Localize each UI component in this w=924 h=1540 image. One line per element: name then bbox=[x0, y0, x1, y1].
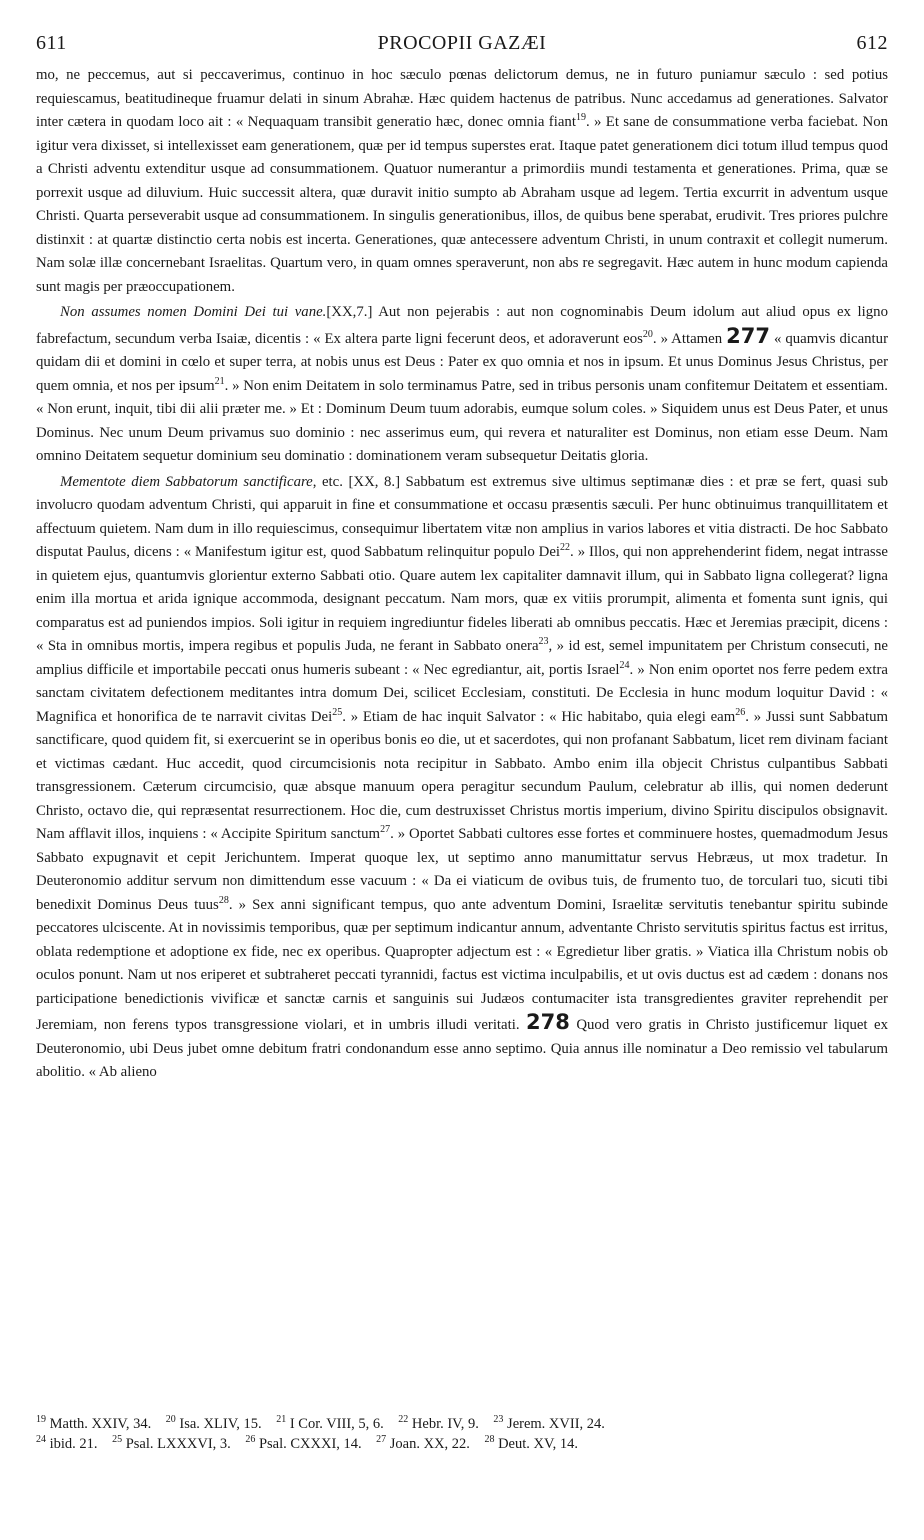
page-number-left: 611 bbox=[36, 32, 67, 54]
running-header bbox=[36, 32, 888, 60]
text-run: « quamvis dicantur quidam dii et domini in cœlo et super terra, at nobis unus est Deus : Pater ex quo omnia et nos in ipsum. Et unus Dominus Jesus Christus, per quem omnia, et nos per ipsum bbox=[36, 330, 888, 394]
footnote-number: 27 bbox=[376, 1434, 387, 1446]
text-run: . » Et sane de consummatione verba faciebat. Non igitur vera dixisset, si intellexisset eam generationem, quæ per id tempus superstes erat. Itaque patet generationem dici totum illud tempus quod a Christi adventu extenditur usque ad consummationem. Quatuor numerantur a primordiis mundi testamenta et generationes. Prima, quæ se porrexit usque ad diluvium. Huic successit altera, quæ duravit initio sumpto ab Abraham usque ad legem. Tertia excurrit in adventum usque Christi. Quarta perseverabit usque ad consummationem. In singulis generationibus, illos, de quibus bene sperabat, erudivit. Tres priores pulchre distinxit : at quartæ distinctio certa nobis est incerta. Generationes, quæ antecessere adventum Christi, in unum contraxit et collegit numerum. Nam solæ illæ concernebant Israelitas. Quartum vero, in quam omnes speraverunt, non abs re segregavit. Hæc autem in hunc modum capienda sunt magis per præoccupationem. bbox=[36, 114, 888, 295]
footnote-ref: 23 bbox=[538, 636, 549, 648]
footnote-ref: 27 bbox=[380, 824, 391, 836]
footnote-number: 22 bbox=[398, 1414, 409, 1426]
column-marker: 278 bbox=[526, 1010, 570, 1034]
text-run: . » Non enim oportet nos ferre pedem extra sanctam civitatem defectionem meditantes intra domum Dei, scilicet Ecclesiam, constituti. De Ecclesia in hunc modum loquitur David : « Magnifica et honorifica de te narravit civitas Dei bbox=[36, 661, 888, 725]
text-run: mo, ne peccemus, aut si peccaverimus, continuo in hoc sæculo pœnas delictorum demus, ne in futuro puniamur sæculo : sed potius requiescamus, beatitudineque fruamur delati in sinum Abrahæ. Hæc quidem hactenus de patribus. Nunc accedamus ad generationes. Salvator inter cætera in quodam loco ait : « Nequaquam transibit generatio hæc, donec omnia fiant bbox=[36, 67, 888, 130]
text-run: . » Jussi sunt Sabbatum sanctificare, quod quidem fit, si exercuerint se in operibus bonis eo die, ut et sacerdotes, qui non profanant Sabbatum, licet rem divinam faciant et victimas cædant. Huc accedit, quod circumcisionis nota recipitur in Sabbato. Ambo enim illa objecit Christus culpantibus Sabbati transgressionem. Cæterum circumcisio, quæ absque manuum opera peragitur secundum Paulum, celebratur ab illis, qui nomen dederunt Christo, octavo die, qui repræsentat resurrectionem. Hoc die, cum destruxisset Christus mortis imperium, divino Spiritu discipulos obsignavit. Nam afflavit illos, inquiens : « Accipite Spiritum sanctum bbox=[36, 708, 889, 842]
footnote-text: Psal. LXXXVI, 3. bbox=[122, 1436, 231, 1452]
column-marker: 277 bbox=[726, 323, 770, 348]
scripture-quote: Mementote diem Sabbatorum sanctificare bbox=[60, 473, 313, 490]
footnote-number: 28 bbox=[484, 1434, 495, 1446]
main-text bbox=[36, 64, 888, 1085]
scripture-quote: Non assumes nomen Domini Dei tui vane. bbox=[60, 304, 327, 320]
footnote-number: 23 bbox=[493, 1414, 504, 1426]
footnote bbox=[398, 1416, 479, 1432]
footnote-text: Jerem. XVII, 24. bbox=[503, 1416, 605, 1432]
footnote-ref: 25 bbox=[332, 706, 343, 718]
footnote-number: 19 bbox=[36, 1414, 46, 1426]
footnote-number: 24 bbox=[36, 1434, 46, 1446]
text-run: Quod vero gratis in Christo justificemur liquet ex Deuteronomio, ubi Deus jubet omne debitum fratri condonandum esse anno septimo. Quia annus ille nominatur a Deo remissio vel tabularum abolitio. « Ab alieno bbox=[36, 1017, 888, 1080]
footnote-number: 20 bbox=[165, 1414, 176, 1426]
running-title: PROCOPII GAZÆI bbox=[377, 32, 547, 54]
footnote-line-2 bbox=[36, 1434, 888, 1454]
footnote bbox=[245, 1436, 361, 1452]
footnote bbox=[493, 1416, 604, 1432]
paragraph bbox=[36, 471, 888, 1085]
footnote-text: Matth. XXIV, 34. bbox=[46, 1416, 152, 1432]
footnote bbox=[376, 1436, 470, 1452]
footnote-text: Psal. CXXXI, 14. bbox=[255, 1436, 362, 1452]
footnote-line-1 bbox=[36, 1414, 888, 1434]
footnotes bbox=[36, 1414, 888, 1454]
footnote bbox=[484, 1436, 578, 1452]
footnote-text: ibid. 21. bbox=[46, 1436, 98, 1452]
text-run: [XX,7.] Aut non pejerabis : aut non cognominabis Deum idolum aut aliud opus ex ligno fabrefactum, secundum verba Isaiæ, dicentis : « Ex altera parte ligni fecerunt deos, et adoraverunt eos bbox=[36, 304, 888, 347]
text-run: . » Non enim Deitatem in solo terminamus Patre, sed in tribus personis unam confitemur Deitatem et essentiam. « Non erunt, inquit, tibi dii alii præter me. » Et : Dominum Deum tuum adorabis, eumque solum coles. » Siquidem unus est Deus Pater, et unus Dominus. Nec unum Deum privamus suo dominio : nec asserimus eum, qui revera et naturaliter est Dominus, non etiam esse Deum. Nam omnino Deitatem sequetur dominium seu dominatio : dominationem veram subsequetur Deitatis gloria. bbox=[36, 377, 888, 464]
footnote-number: 26 bbox=[245, 1434, 256, 1446]
footnote bbox=[276, 1416, 384, 1432]
footnote-ref: 19 bbox=[575, 112, 586, 124]
text-run: , etc. [XX, 8.] Sabbatum est extremus sive ultimus septimanæ dies : et præ se fert, quasi sub involucro quodam adventum Christi, qui apparuit in fine et consummatione et occasu præsentis sæculi. Per hunc obtinuimus tranquillitatem et affectuum quietem. Nam dum in illo requiescimus, consequimur libertatem vitæ non amplius in varios labores et vitia distracti. De hoc Sabbato disputat Paulus, dicens : « Manifestum igitur est, quod Sabbatum relinquitur populo Dei bbox=[36, 473, 888, 560]
page-number-right: 612 bbox=[856, 32, 888, 54]
text-run: . » Etiam de hac inquit Salvator : « Hic habitabo, quia elegi eam bbox=[342, 708, 736, 725]
footnote bbox=[36, 1436, 98, 1452]
text-run: . » Attamen bbox=[652, 330, 727, 347]
footnote bbox=[36, 1416, 151, 1432]
footnote-ref: 20 bbox=[642, 328, 653, 340]
footnote bbox=[166, 1416, 262, 1432]
paragraph bbox=[36, 301, 888, 469]
footnote-ref: 28 bbox=[218, 894, 229, 906]
footnote-text: Hebr. IV, 9. bbox=[408, 1416, 479, 1432]
footnote-text: Joan. XX, 22. bbox=[386, 1436, 470, 1452]
footnote-ref: 26 bbox=[735, 706, 746, 718]
footnote-number: 25 bbox=[112, 1434, 123, 1446]
text-run: . » Illos, qui non apprehenderint fidem, negat intrasse in quietem ejus, quantumvis glorientur externo Sabbati otio. Quare autem lex capitaliter damnavit illum, qui in Sabbato ligna collegerat? ligna enim illa mortua et arida ignique accommoda, designant peccatum. Nam mors, quæ ex vitiis prorumpit, alimenta et fomenta sunt ignis, qui comparatus est ad puniendos impios. Soli igitur in requiem ingrediuntur fideles liberati ab omnibus peccatis. Hæc et Jeremias præcipit, dicens : « Sta in omnibus mortis, impera regibus et populis Juda, ne ferant in Sabbato onera bbox=[36, 544, 888, 654]
footnote-ref: 22 bbox=[560, 542, 571, 554]
footnote-ref: 21 bbox=[214, 375, 225, 387]
footnote-text: Deut. XV, 14. bbox=[494, 1436, 578, 1452]
text-run: . » Oportet Sabbati cultores esse fortes et comminuere hostes, quemadmodum Jesus Sabbato expugnavit et cepit Jerichuntem. Imperat quoque lex, ut septimo anno manumittatur servus Hebræus, ut mox tradetur. In Deuteronomio additur servum non dimittendum esse vacuum : « Da ei viaticum de ovibus tuis, de frumento tuo, de torculari tuo, sicuti tibi benedixit Dominus Deus tuus bbox=[36, 826, 888, 913]
footnote-text: I Cor. VIII, 5, 6. bbox=[286, 1416, 384, 1432]
footnote-number: 21 bbox=[276, 1414, 287, 1426]
footnote-text: Isa. XLIV, 15. bbox=[175, 1416, 262, 1432]
footnote bbox=[112, 1436, 231, 1452]
footnote-ref: 24 bbox=[619, 659, 630, 671]
text-run: . » Sex anni significant tempus, quo ante adventum Domini, Israelitæ servitutis tenebantur spiritu subinde peccatores ulciscente. At in novissimis temporibus, quæ per septimum indicantur annum, adventante Christo servitutis spiritus factus est irritus, oblata redemptione et adoptione ex fide, nec ex operibus. Quapropter adjectum est : « Egredietur liber gratis. » Viatica illa Christum nobis ob oculos ponunt. Nam ut nos eriperet et subtraheret peccati tyrannidi, factus est victima inculpabilis, et ut ovis ductus est ad cædem : donans nos participatione benedictionis vivificæ et sanctæ carnis et sanguinis sui Judæos contumaciter ista transgredientes graviter reprehendit per Jeremiam, non ferens typos transgressione violari, et in umbris illudi veritati. bbox=[36, 896, 888, 1033]
paragraph bbox=[36, 64, 888, 299]
text-run: , » id est, semel impunitatem per Christum consecuti, ne amplius difficile et importabile peccati onus humeris subeant : « Nec egrediantur, ait, portis Israel bbox=[36, 638, 888, 678]
